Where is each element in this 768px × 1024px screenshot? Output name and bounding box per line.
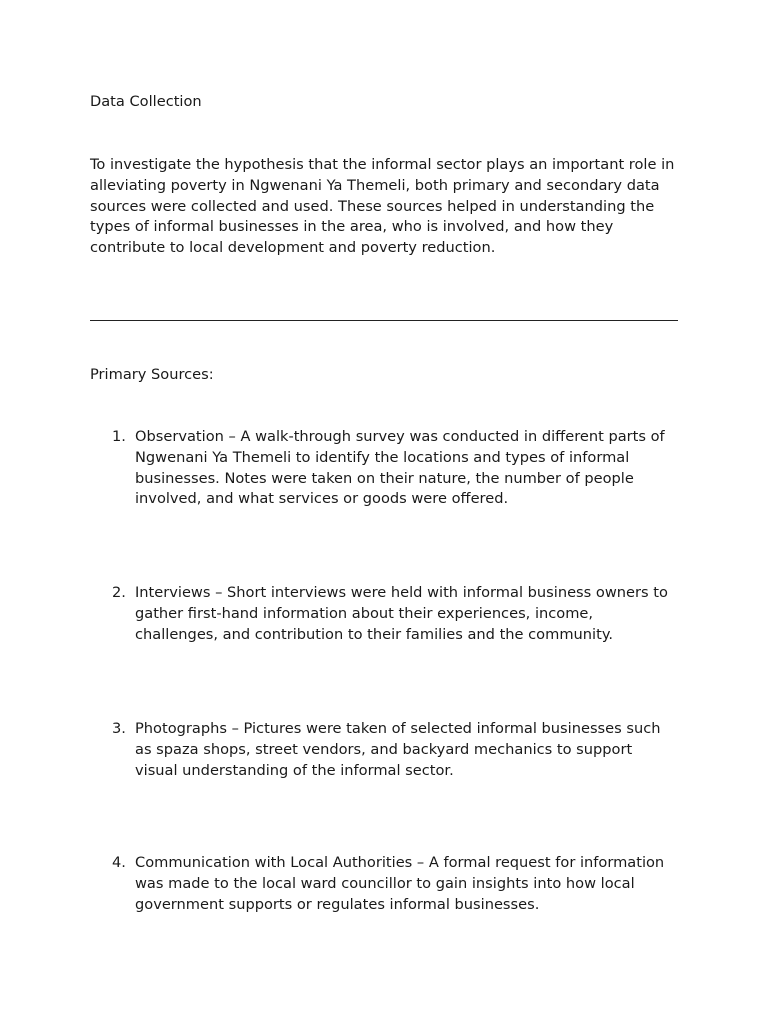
horizontal-divider <box>90 320 678 321</box>
primary-sources-heading: Primary Sources: <box>90 366 214 383</box>
list-item-text: Communication with Local Authorities – A formal request for information was made to the local ward councillor to gain insights into how local government supports or regulates informal businesses. <box>135 854 665 913</box>
list-item-number: 4. <box>112 854 126 871</box>
list-item-number: 1. <box>112 428 126 445</box>
list-item-text: Photographs – Pictures were taken of selected informal businesses such as spaza shops, street vendors, and backyard mechanics to support visual understanding of the informal sector. <box>135 720 661 779</box>
document-title: Data Collection <box>90 93 202 110</box>
list-item-number: 2. <box>112 584 126 601</box>
list-item-text: Observation – A walk-through survey was conducted in different parts of Ngwenani Ya Themeli to identify the locations and types of informal businesses. Notes were taken on their nature, the number of people involved, and what services or goods were offered. <box>135 428 665 508</box>
list-item-text: Interviews – Short interviews were held with informal business owners to gather first-hand information about their experiences, income, challenges, and contribution to their families and the community. <box>135 584 668 643</box>
list-item-number: 3. <box>112 720 126 737</box>
intro-paragraph: To investigate the hypothesis that the informal sector plays an important role in alleviating poverty in Ngwenani Ya Themeli, both primary and secondary data sources were collected and used. These sources helped in understanding the types of informal businesses in the area, who is involved, and how they contribute to local development and poverty reduction. <box>90 156 675 257</box>
